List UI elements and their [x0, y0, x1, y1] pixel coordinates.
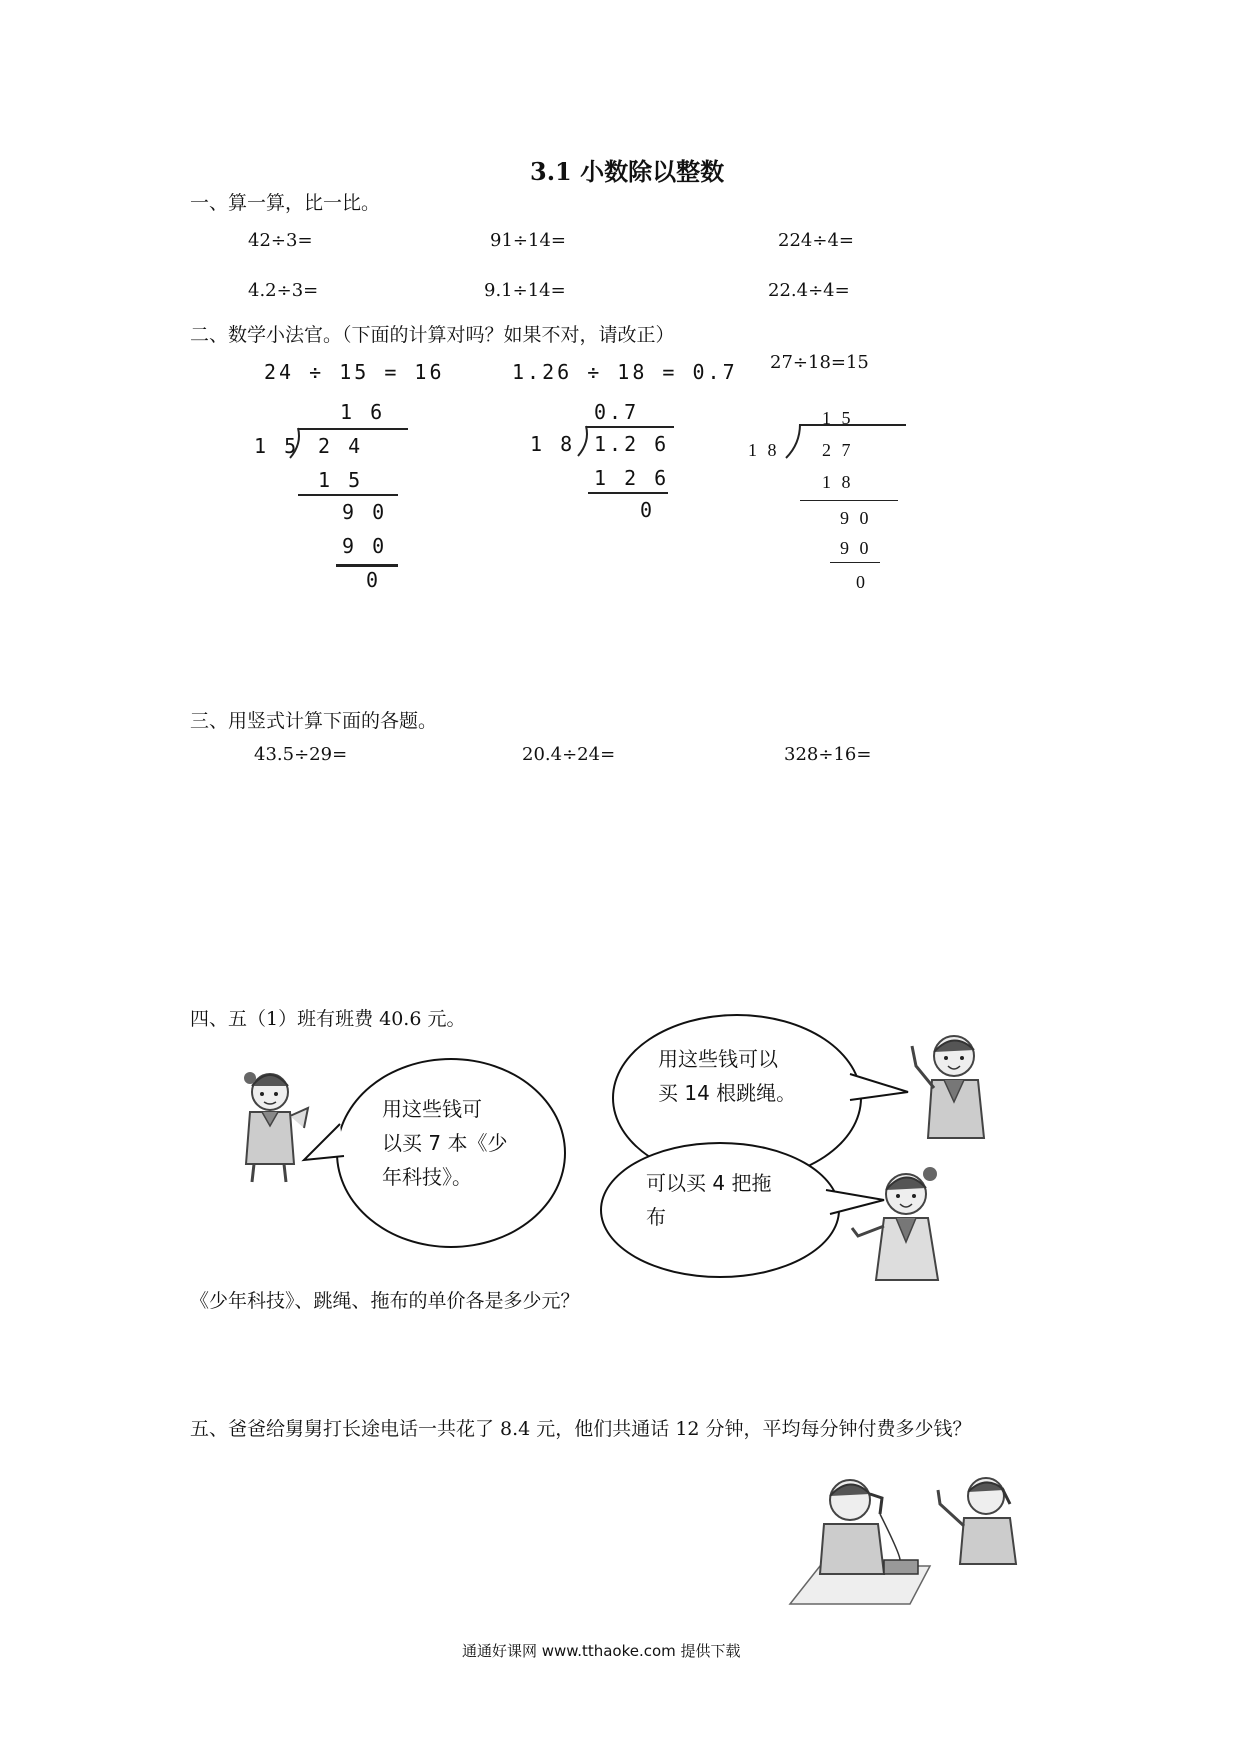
- phone-call-illustration: [790, 1474, 1050, 1614]
- page-title: 3.1 小数除以整数: [530, 157, 725, 186]
- step: 9 0: [342, 500, 388, 524]
- judge-equation: 24 ÷ 15 = 16: [264, 360, 445, 384]
- section-2-heading: 二、数学小法官。（下面的计算对吗？如果不对，请改正）: [190, 324, 675, 346]
- boy-illustration: [906, 1026, 996, 1146]
- division-bar: [800, 424, 906, 426]
- step: 1 2 6: [594, 466, 670, 490]
- step: 0: [366, 568, 382, 592]
- section-4-heading: 四、五（1）班有班费 40.6 元。: [190, 1008, 466, 1030]
- division-bar: [586, 426, 674, 428]
- divisor: 1 5: [254, 434, 300, 458]
- step-line: [588, 492, 668, 494]
- equation: 20.4÷24=: [522, 744, 616, 765]
- equation: 43.5÷29=: [254, 744, 348, 765]
- dividend: 1.2 6: [594, 432, 670, 456]
- speech-bubble-bottom-right: [600, 1142, 840, 1278]
- step-line: [298, 494, 398, 496]
- divisor: 1 8: [748, 440, 780, 460]
- bubble-line: 可以买 4 把拖: [646, 1171, 772, 1195]
- speech-bubble-left: [336, 1058, 566, 1248]
- step: 1 5: [318, 468, 364, 492]
- equation: 224÷4=: [778, 230, 854, 251]
- equation: 4.2÷3=: [248, 280, 319, 301]
- quotient: 0.7: [594, 400, 640, 424]
- bubble-line: 用这些钱可以: [658, 1047, 778, 1071]
- step: 9 0: [840, 508, 872, 528]
- step-line: [336, 564, 398, 567]
- quotient: 1 6: [340, 400, 386, 424]
- section-5-heading: 五、爸爸给舅舅打长途电话一共花了 8.4 元，他们共通话 12 分钟，平均每分钟付费多少钱？: [190, 1418, 972, 1440]
- bubble-line: 以买 7 本《少: [382, 1131, 508, 1155]
- dividend: 2 4: [318, 434, 364, 458]
- step: 1 8: [822, 472, 854, 492]
- step: 9 0: [342, 534, 388, 558]
- equation: 328÷16=: [784, 744, 872, 765]
- step: 9 0: [840, 538, 872, 558]
- quotient: 1 5: [822, 408, 854, 428]
- division-bracket: [786, 424, 802, 460]
- division-bar: [298, 428, 408, 430]
- divisor: 1 8: [530, 432, 576, 456]
- step: 0: [640, 498, 656, 522]
- bubble-line: 布: [646, 1205, 666, 1229]
- division-bracket: [290, 428, 302, 460]
- equation: 42÷3=: [248, 230, 313, 251]
- dividend: 2 7: [822, 440, 854, 460]
- speech-bubble-tail: [300, 1120, 360, 1180]
- section-4-question: 《少年科技》、跳绳、拖布的单价各是多少元？: [190, 1290, 580, 1312]
- equation: 22.4÷4=: [768, 280, 850, 301]
- bubble-line: 年科技》。: [382, 1165, 472, 1189]
- section-3-heading: 三、用竖式计算下面的各题。: [190, 710, 438, 732]
- division-bracket: [578, 426, 590, 458]
- step-line: [830, 562, 880, 563]
- bubble-line: 用这些钱可: [382, 1097, 482, 1121]
- judge-equation: 1.26 ÷ 18 = 0.7: [512, 360, 738, 384]
- equation: 91÷14=: [490, 230, 566, 251]
- bubble-line: 买 14 根跳绳。: [658, 1081, 797, 1105]
- equation: 9.1÷14=: [484, 280, 566, 301]
- section-1-heading: 一、算一算，比一比。: [190, 192, 381, 214]
- step-line: [800, 500, 898, 501]
- step: 0: [856, 572, 868, 592]
- footer-text: 通通好课网 www.tthaoke.com 提供下载: [462, 1642, 741, 1660]
- girl-illustration: [850, 1162, 960, 1282]
- judge-equation: 27÷18=15: [770, 352, 869, 373]
